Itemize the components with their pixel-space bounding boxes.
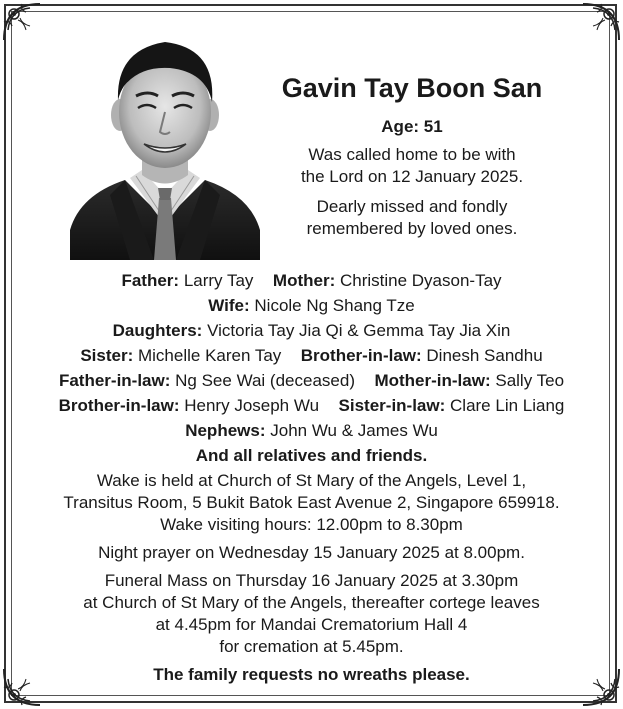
relation-label: Wife: (208, 296, 250, 315)
corner-ornament-icon (0, 0, 44, 44)
relation-name: Larry Tay (183, 271, 254, 290)
missed-text (262, 196, 562, 240)
portrait-photo (70, 20, 260, 260)
relation-name: Nicole Ng Shang Tze (254, 296, 415, 315)
relation-name: Michelle Karen Tay (137, 346, 282, 365)
relation-label: Father: (121, 271, 180, 290)
funeral-details (14, 570, 609, 658)
wake-line: Wake visiting hours: 12.00pm to 8.30pm (160, 515, 463, 534)
relation-label: Sister-in-law: (338, 396, 446, 415)
missed-line: Dearly missed and fondly (316, 197, 508, 216)
relation-name: Henry Joseph Wu (184, 396, 320, 415)
family-row (14, 418, 609, 443)
relation-name: Sally Teo (495, 371, 565, 390)
called-home-line: Was called home to be with (308, 145, 516, 164)
all-relatives-line: And all relatives and friends. (195, 446, 428, 465)
relation-name: Christine Dyason-Tay (339, 271, 502, 290)
family-list (14, 268, 609, 468)
age-value: 51 (423, 117, 443, 136)
family-row (14, 268, 609, 293)
night-prayer-line: Night prayer on Wednesday 15 January 2025 at 8.00pm. (98, 543, 525, 562)
relation-name: Victoria Tay Jia Qi & Gemma Tay Jia Xin (207, 321, 511, 340)
relation-label: Nephews: (185, 421, 266, 440)
called-home-line: the Lord on 12 January 2025. (300, 167, 524, 186)
called-home-text (262, 144, 562, 188)
deceased-name: Gavin Tay Boon San (281, 73, 543, 103)
relation-label: Daughters: (112, 321, 203, 340)
no-wreaths-request: The family requests no wreaths please. (153, 665, 470, 684)
corner-ornament-icon (579, 0, 623, 44)
relation-label: Mother-in-law: (374, 371, 491, 390)
missed-line: remembered by loved ones. (306, 219, 518, 238)
relation-label: Brother-in-law: (300, 346, 422, 365)
relation-name: Dinesh Sandhu (426, 346, 543, 365)
night-prayer (14, 542, 609, 564)
funeral-line: Funeral Mass on Thursday 16 January 2025 at 3.30pm (104, 571, 519, 590)
service-details (14, 470, 609, 686)
family-row (14, 393, 609, 418)
funeral-line: at 4.45pm for Mandai Crematorium Hall 4 (155, 615, 468, 634)
wake-line: Wake is held at Church of St Mary of the Angels, Level 1, (96, 471, 527, 490)
funeral-line: for cremation at 5.45pm. (219, 637, 404, 656)
wake-line: Transitus Room, 5 Bukit Batok East Avenue 2, Singapore 659918. (63, 493, 560, 512)
family-row (14, 293, 609, 318)
relation-label: Brother-in-law: (58, 396, 180, 415)
relation-name: Clare Lin Liang (450, 396, 565, 415)
family-row (14, 343, 609, 368)
age-label: Age: (381, 117, 420, 136)
family-row (14, 318, 609, 343)
age-line (262, 116, 562, 138)
relation-label: Father-in-law: (58, 371, 171, 390)
headline-block (262, 72, 562, 240)
family-row (14, 368, 609, 393)
wake-details (14, 470, 609, 536)
funeral-line: at Church of St Mary of the Angels, thereafter cortege leaves (83, 593, 540, 612)
relation-name: Ng See Wai (deceased) (175, 371, 355, 390)
relation-label: Sister: (80, 346, 134, 365)
relation-name: John Wu & James Wu (270, 421, 438, 440)
relation-label: Mother: (272, 271, 336, 290)
